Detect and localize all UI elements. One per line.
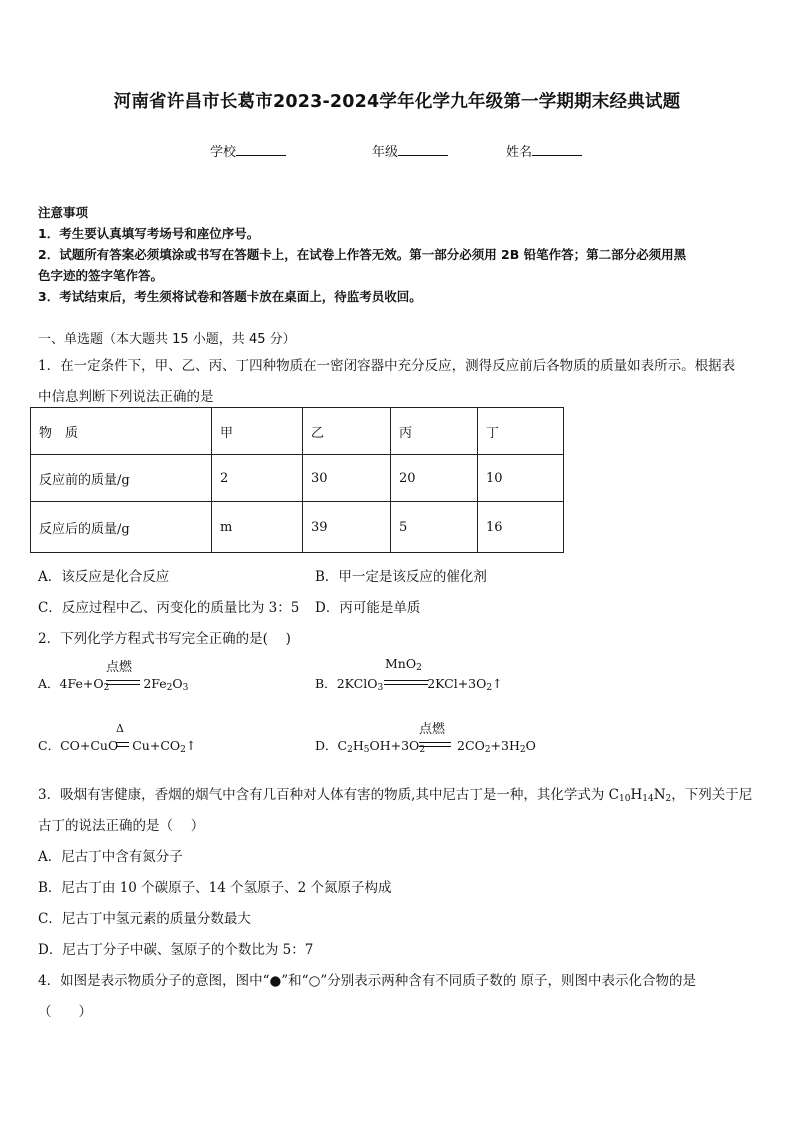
formula-part: N [653, 787, 666, 803]
formula-sub: 2 [665, 794, 672, 804]
q1-stem-cont: 中信息判断下列说法正确的是 [38, 389, 214, 405]
table-cell: 2 [212, 455, 303, 502]
reaction-condition: 点燃 [419, 722, 446, 737]
eq-sub: 2 [416, 663, 422, 673]
table-cell: 丁 [478, 408, 564, 455]
eq-rhs: O [172, 676, 183, 691]
eq-sub: 2 [180, 745, 186, 755]
q1-option-a: A．该反应是化合反应 [38, 569, 170, 585]
q3-option-b: B．尼古丁由 10 个碳原子、14 个氢原子、2 个氮原子构成 [38, 880, 392, 896]
reaction-condition [385, 656, 422, 673]
table-cell: 5 [391, 502, 478, 553]
catalyst-text: MnO [385, 656, 417, 671]
q4-stem-cont: （ ） [38, 1004, 92, 1020]
table-row [31, 502, 564, 553]
table-row [31, 408, 564, 455]
school-label: 学校 [210, 145, 237, 160]
formula-sub: 14 [642, 794, 654, 804]
eq-sub: 2 [519, 745, 526, 755]
name-field [506, 141, 582, 160]
eq-sub: 2 [166, 683, 173, 693]
section-heading: 一、单选题（本大题共 15 小题，共 45 分） [38, 332, 296, 347]
equals-arrow [116, 742, 129, 747]
table-cell: m [212, 502, 303, 553]
q3-text: ，下列关于尼 [671, 787, 753, 803]
name-blank [532, 143, 582, 156]
q3-option-d: D．尼古丁分子中碳、氢原子的个数比为 5：7 [38, 942, 314, 958]
q3-option-a: A．尼古丁中含有氮分子 [38, 849, 183, 865]
eq-lhs: OH+3O [369, 738, 420, 753]
q3-stem-cont: 古丁的说法正确的是（ ） [38, 818, 205, 834]
eq-sub: 5 [363, 745, 370, 755]
eq-lhs: 2KClO [336, 676, 378, 691]
table-cell: 39 [303, 502, 391, 553]
reaction-condition: 点燃 [106, 660, 133, 675]
equals-arrow [419, 742, 451, 747]
eq-tail: ↑ [492, 676, 503, 691]
heat-symbol: Δ [116, 722, 124, 735]
option-label: C． [38, 738, 61, 753]
table-cell: 物 质 [31, 408, 212, 455]
q4-stem: 4．如图是表示物质分子的意图，图中“●”和“○”分别表示两种含有不同质子数的 原子，则图中表示化合物的是 [38, 973, 697, 989]
formula-sub: 10 [619, 794, 631, 804]
name-label: 姓名 [506, 145, 533, 160]
q3-stem [38, 783, 752, 804]
note-item: 2．试题所有答案必须填涂或书写在答题卡上，在试卷上作答无效。第一部分必须用 2B 铅笔作答；第二部分必须用黑 [38, 247, 687, 262]
q1-option-c: C．反应过程中乙、丙变化的质量比为 3：5 [38, 600, 300, 616]
q1-stem: 1．在一定条件下，甲、乙、丙、丁四种物质在一密闭容器中充分反应，测得反应前后各物质的质量如表所示。根据表 [38, 358, 736, 374]
q2-stem: 2．下列化学方程式书写完全正确的是( ) [38, 631, 291, 647]
note-item: 1．考生要认真填写考场号和座位序号。 [38, 226, 260, 241]
table-cell: 16 [478, 502, 564, 553]
note-item: 3．考试结束后，考生须将试卷和答题卡放在桌面上，待监考员收回。 [38, 289, 422, 304]
table-cell: 甲 [212, 408, 303, 455]
equals-arrow [106, 680, 140, 685]
eq-rhs: 2CO [457, 738, 485, 753]
table-cell: 反应后的质量/g [31, 502, 212, 553]
option-label: D． [315, 738, 338, 753]
formula-part: H [630, 787, 643, 803]
eq-lhs: H [352, 738, 364, 753]
equals-arrow [384, 680, 428, 685]
eq-sub: 2 [486, 683, 493, 693]
q1-option-b: B．甲一定是该反应的催化剂 [315, 569, 487, 585]
eq-sub: 2 [484, 745, 491, 755]
eq-sub: 3 [377, 683, 384, 693]
grade-label: 年级 [372, 145, 399, 160]
page-title: 河南省许昌市长葛市2023-2024学年化学九年级第一学期期末经典试题 [113, 92, 681, 112]
eq-sub: 2 [419, 745, 426, 755]
grade-blank [398, 143, 448, 156]
table-cell: 乙 [303, 408, 391, 455]
grade-field [372, 141, 448, 160]
eq-sub: 2 [103, 683, 110, 693]
table-cell: 反应前的质量/g [31, 455, 212, 502]
q3-text: 3．吸烟有害健康，香烟的烟气中含有几百种对人体有害的物质,其中尼古丁是一种，其化学式为 C [38, 787, 619, 803]
eq-rhs: +3H [490, 738, 520, 753]
eq-rhs: 2KCl+3O [427, 676, 487, 691]
notes-heading: 注意事项 [38, 205, 89, 220]
eq-lhs: CO+CuO [60, 738, 119, 753]
option-label: A． [38, 676, 60, 691]
eq-lhs: C [337, 738, 348, 753]
table-cell: 20 [391, 455, 478, 502]
eq-lhs: 4Fe+O [59, 676, 104, 691]
eq-sub: 3 [182, 683, 189, 693]
eq-rhs: Cu+CO [132, 738, 181, 753]
school-blank [236, 143, 286, 156]
eq-sub: 2 [347, 745, 353, 755]
q3-option-c: C．尼古丁中氢元素的质量分数最大 [38, 911, 251, 927]
table-cell: 丙 [391, 408, 478, 455]
table-cell: 10 [478, 455, 564, 502]
option-label: B． [315, 676, 337, 691]
school-field [210, 141, 286, 160]
eq-rhs: O [525, 738, 536, 753]
table-row [31, 455, 564, 502]
eq-rhs: 2Fe [143, 676, 167, 691]
mass-table [30, 407, 564, 553]
note-item: 色字迹的签字笔作答。 [38, 268, 164, 283]
table-cell: 30 [303, 455, 391, 502]
eq-tail: ↑ [185, 738, 197, 753]
q1-option-d: D．丙可能是单质 [315, 600, 421, 616]
